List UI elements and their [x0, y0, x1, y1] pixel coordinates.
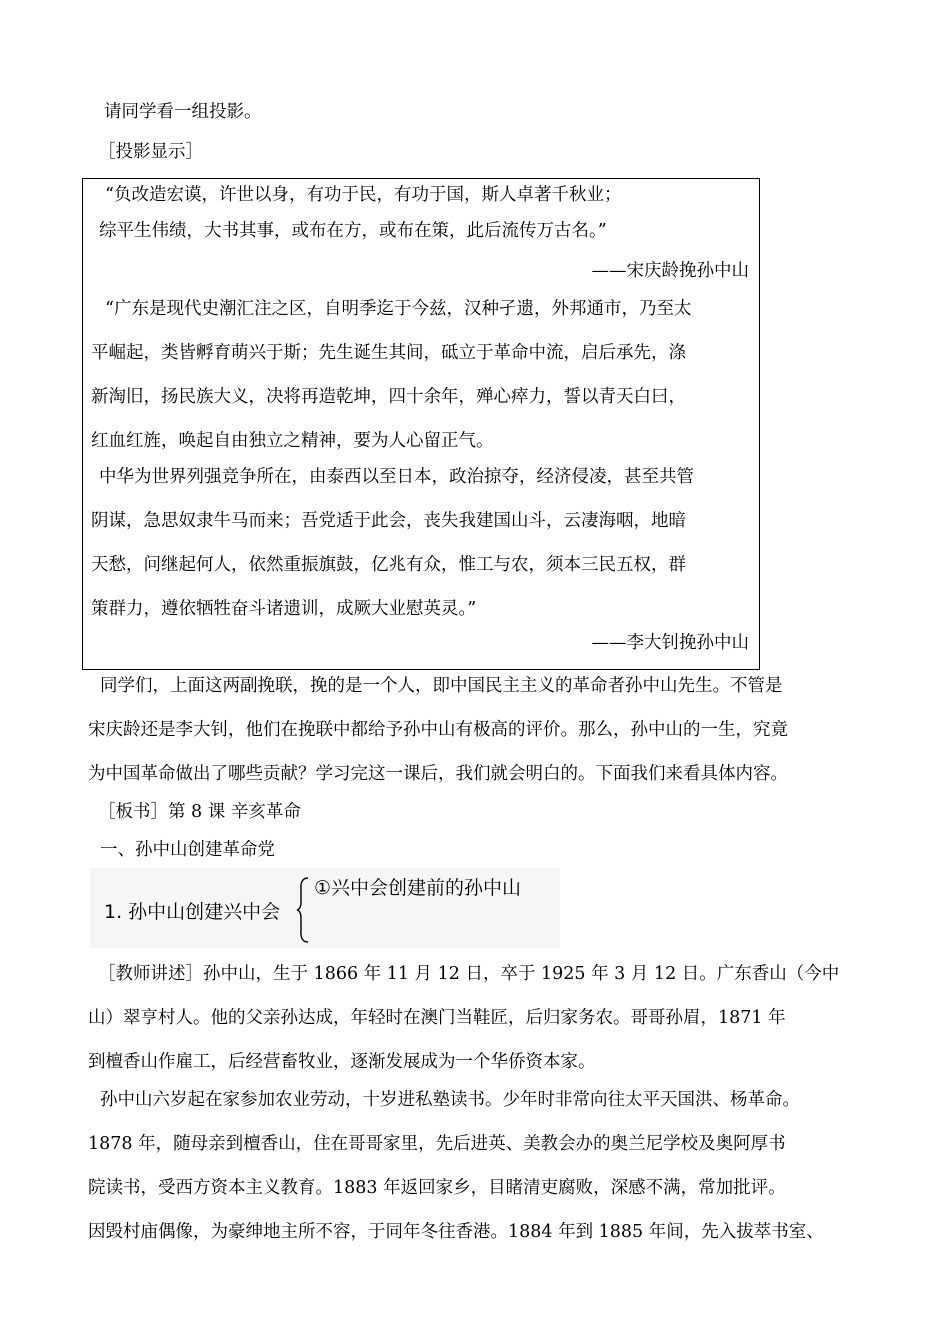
couplet1-attribution: ——宋庆龄挽孙中山 — [591, 261, 749, 281]
couplet2-line: 新淘旧，扬民族大义，决将再造乾坤，四十余年，殚心瘁力，誓以青天白曰， — [91, 387, 686, 407]
intro-line: 请同学看一组投影。 — [104, 102, 262, 122]
couplet2-line: 天愁，问继起何人，依然重振旗鼓，亿兆有众，惟工与农，须本三民五权，群 — [91, 555, 686, 575]
brace-icon — [296, 876, 310, 944]
quote-box — [82, 178, 760, 670]
projection-label: ［投影显示］ — [98, 142, 203, 162]
paragraph1-line: 为中国革命做出了哪些贡献？学习完这一课后，我们就会明白的。下面我们来看具体内容。 — [88, 764, 788, 784]
paragraph3-line: 院读书，受西方资本主义教育。1883 年返回家乡，目睹清吏腐败，深感不满，常加批评。 — [88, 1178, 786, 1198]
couplet2-line: 策群力，遵依牺牲奋斗诸遗训，成厥大业慰英灵。” — [91, 599, 477, 619]
couplet2-line: 红血红旌，唤起自由独立之精神，要为人心留正气。 — [91, 431, 494, 451]
couplet2-line: 阴谋，急思奴隶牛马而来；吾党适于此会，丧失我建国山斗，云凄海咽，地暗 — [91, 511, 686, 531]
paragraph2-line: 到檀香山作雇工，后经营畜牧业，逐渐发展成为一个华侨资本家。 — [88, 1052, 596, 1072]
diagram-sub-label: ①兴中会创建前的孙中山 — [314, 877, 522, 899]
paragraph2-line: 山）翠亨村人。他的父亲孙达成，年轻时在澳门当鞋匠，后归家务农。哥哥孙眉，1871 年 — [88, 1008, 786, 1028]
paragraph3-line: 因毁村庙偶像，为豪绅地主所不容，于同年冬往香港。1884 年到 1885 年间，先入拔萃书室、 — [88, 1222, 824, 1242]
outline-diagram — [90, 868, 560, 948]
couplet2-line: 平崛起，类皆孵育萌兴于斯；先生诞生其间，砥立于革命中流，启后承先，涤 — [91, 343, 686, 363]
paragraph3-line: 1878 年，随母亲到檀香山，住在哥哥家里，先后进英、美教会办的奥兰尼学校及奥阿厚书 — [88, 1134, 786, 1154]
paragraph3-line: 孙中山六岁起在家参加农业劳动，十岁进私塾读书。少年时非常向往太平天国洪、杨革命。 — [100, 1090, 800, 1110]
couplet2-line: “广东是现代史潮汇注之区，自明季迄于今兹，汉种孑遗，外邦通市，乃至太 — [105, 299, 692, 319]
board-heading: ［板书］第 8 课 辛亥革命 — [98, 802, 301, 822]
couplet2-attribution: ——李大钊挽孙中山 — [591, 633, 749, 653]
paragraph1-line: 同学们，上面这两副挽联，挽的是一个人，即中国民主主义的革命者孙中山先生。不管是 — [100, 676, 783, 696]
section-heading: 一、孙中山创建革命党 — [100, 840, 275, 860]
couplet1-line1: “负改造宏谟，许世以身，有功于民，有功于国，斯人卓著千秋业； — [105, 185, 622, 205]
couplet2-line: 中华为世界列强竞争所在，由泰西以至日本，政治掠夺，经济侵凌，甚至共管 — [99, 467, 694, 487]
paragraph2-line: ［教师讲述］孙中山，生于 1866 年 11 月 12 日，卒于 1925 年 3 月 12 日。广东香山（今中 — [98, 964, 840, 984]
diagram-main-label: 1. 孙中山创建兴中会 — [104, 901, 281, 923]
paragraph1-line: 宋庆龄还是李大钊，他们在挽联中都给予孙中山有极高的评价。那么，孙中山的一生，究竟 — [88, 720, 788, 740]
couplet1-line2: 综平生伟绩，大书其事，或布在方，或布在策，此后流传万古名。” — [99, 221, 607, 241]
